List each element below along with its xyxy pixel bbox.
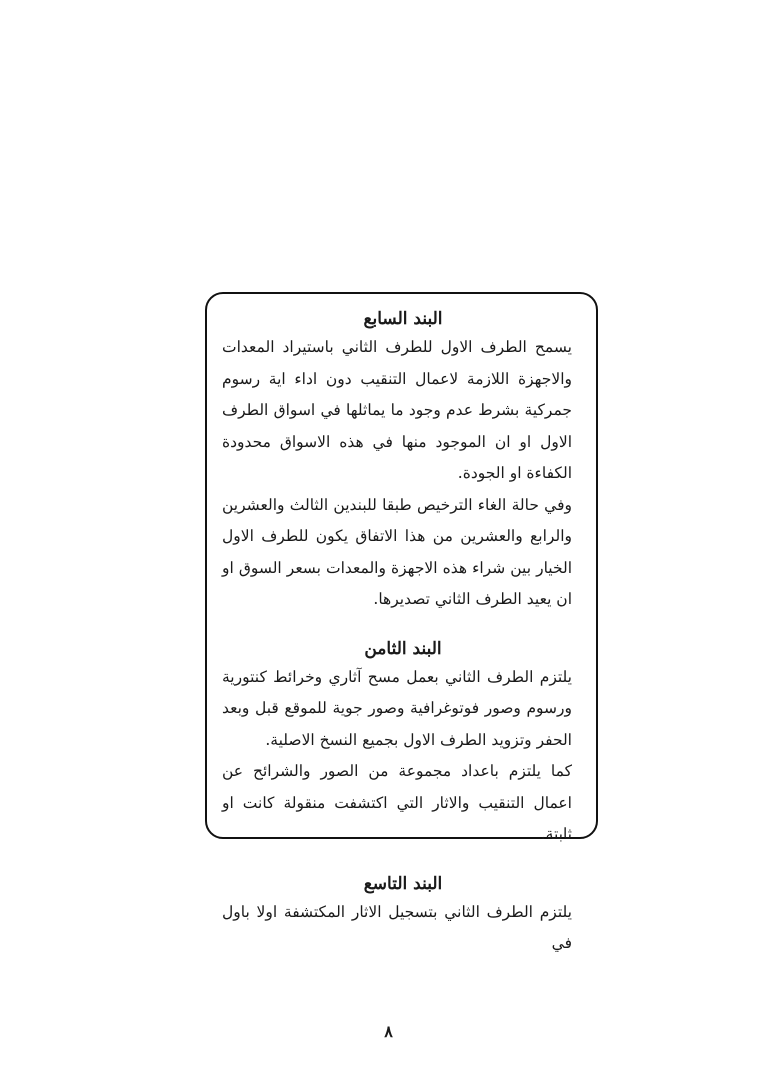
article-7-heading: البند السابع	[363, 309, 443, 329]
article-8-heading: البند الثامن	[364, 638, 442, 659]
article-8-paragraph-2: كما يلتزم باعداد مجموعة من الصور والشرائح عن اعمال التنقيب والاثار التي اكتشفت منقولة كانت او ثابتة.	[222, 762, 572, 843]
article-9-paragraph-1: يلتزم الطرف الثاني بتسجيل الاثار المكتشفة اولا باول في	[222, 902, 572, 952]
article-7-paragraph-1: يسمح الطرف الاول للطرف الثاني باستيراد المعدات والاجهزة اللازمة لاعمال التنقيب دون اداء اية رسوم جمركية بشرط عدم وجود ما يماثلها في اسواق الطرف الاول او ان الموجود منها في هذه الاسواق محدودة الكفاءة او الجودة.	[222, 338, 572, 482]
page-number: ٨	[384, 1022, 393, 1041]
article-9-heading: البند التاسع	[363, 873, 443, 894]
document-body	[222, 306, 584, 960]
article-8-paragraph-1: يلتزم الطرف الثاني بعمل مسح آثاري وخرائط كنتورية ورسوم وصور فوتوغرافية وصور جوية للموقع قبل وبعد الحفر وتزويد الطرف الاول بجميع النسخ الاصلية.	[222, 667, 572, 749]
article-7-paragraph-2: وفي حالة الغاء الترخيص طبقا للبندين الثالث والعشرين والرابع والعشرين من هذا الاتفاق يكون للطرف الاول الخيار بين شراء هذه الاجهزة والمعدات بسعر السوق او ان يعيد الطرف الثاني تصديرها.	[222, 495, 572, 608]
